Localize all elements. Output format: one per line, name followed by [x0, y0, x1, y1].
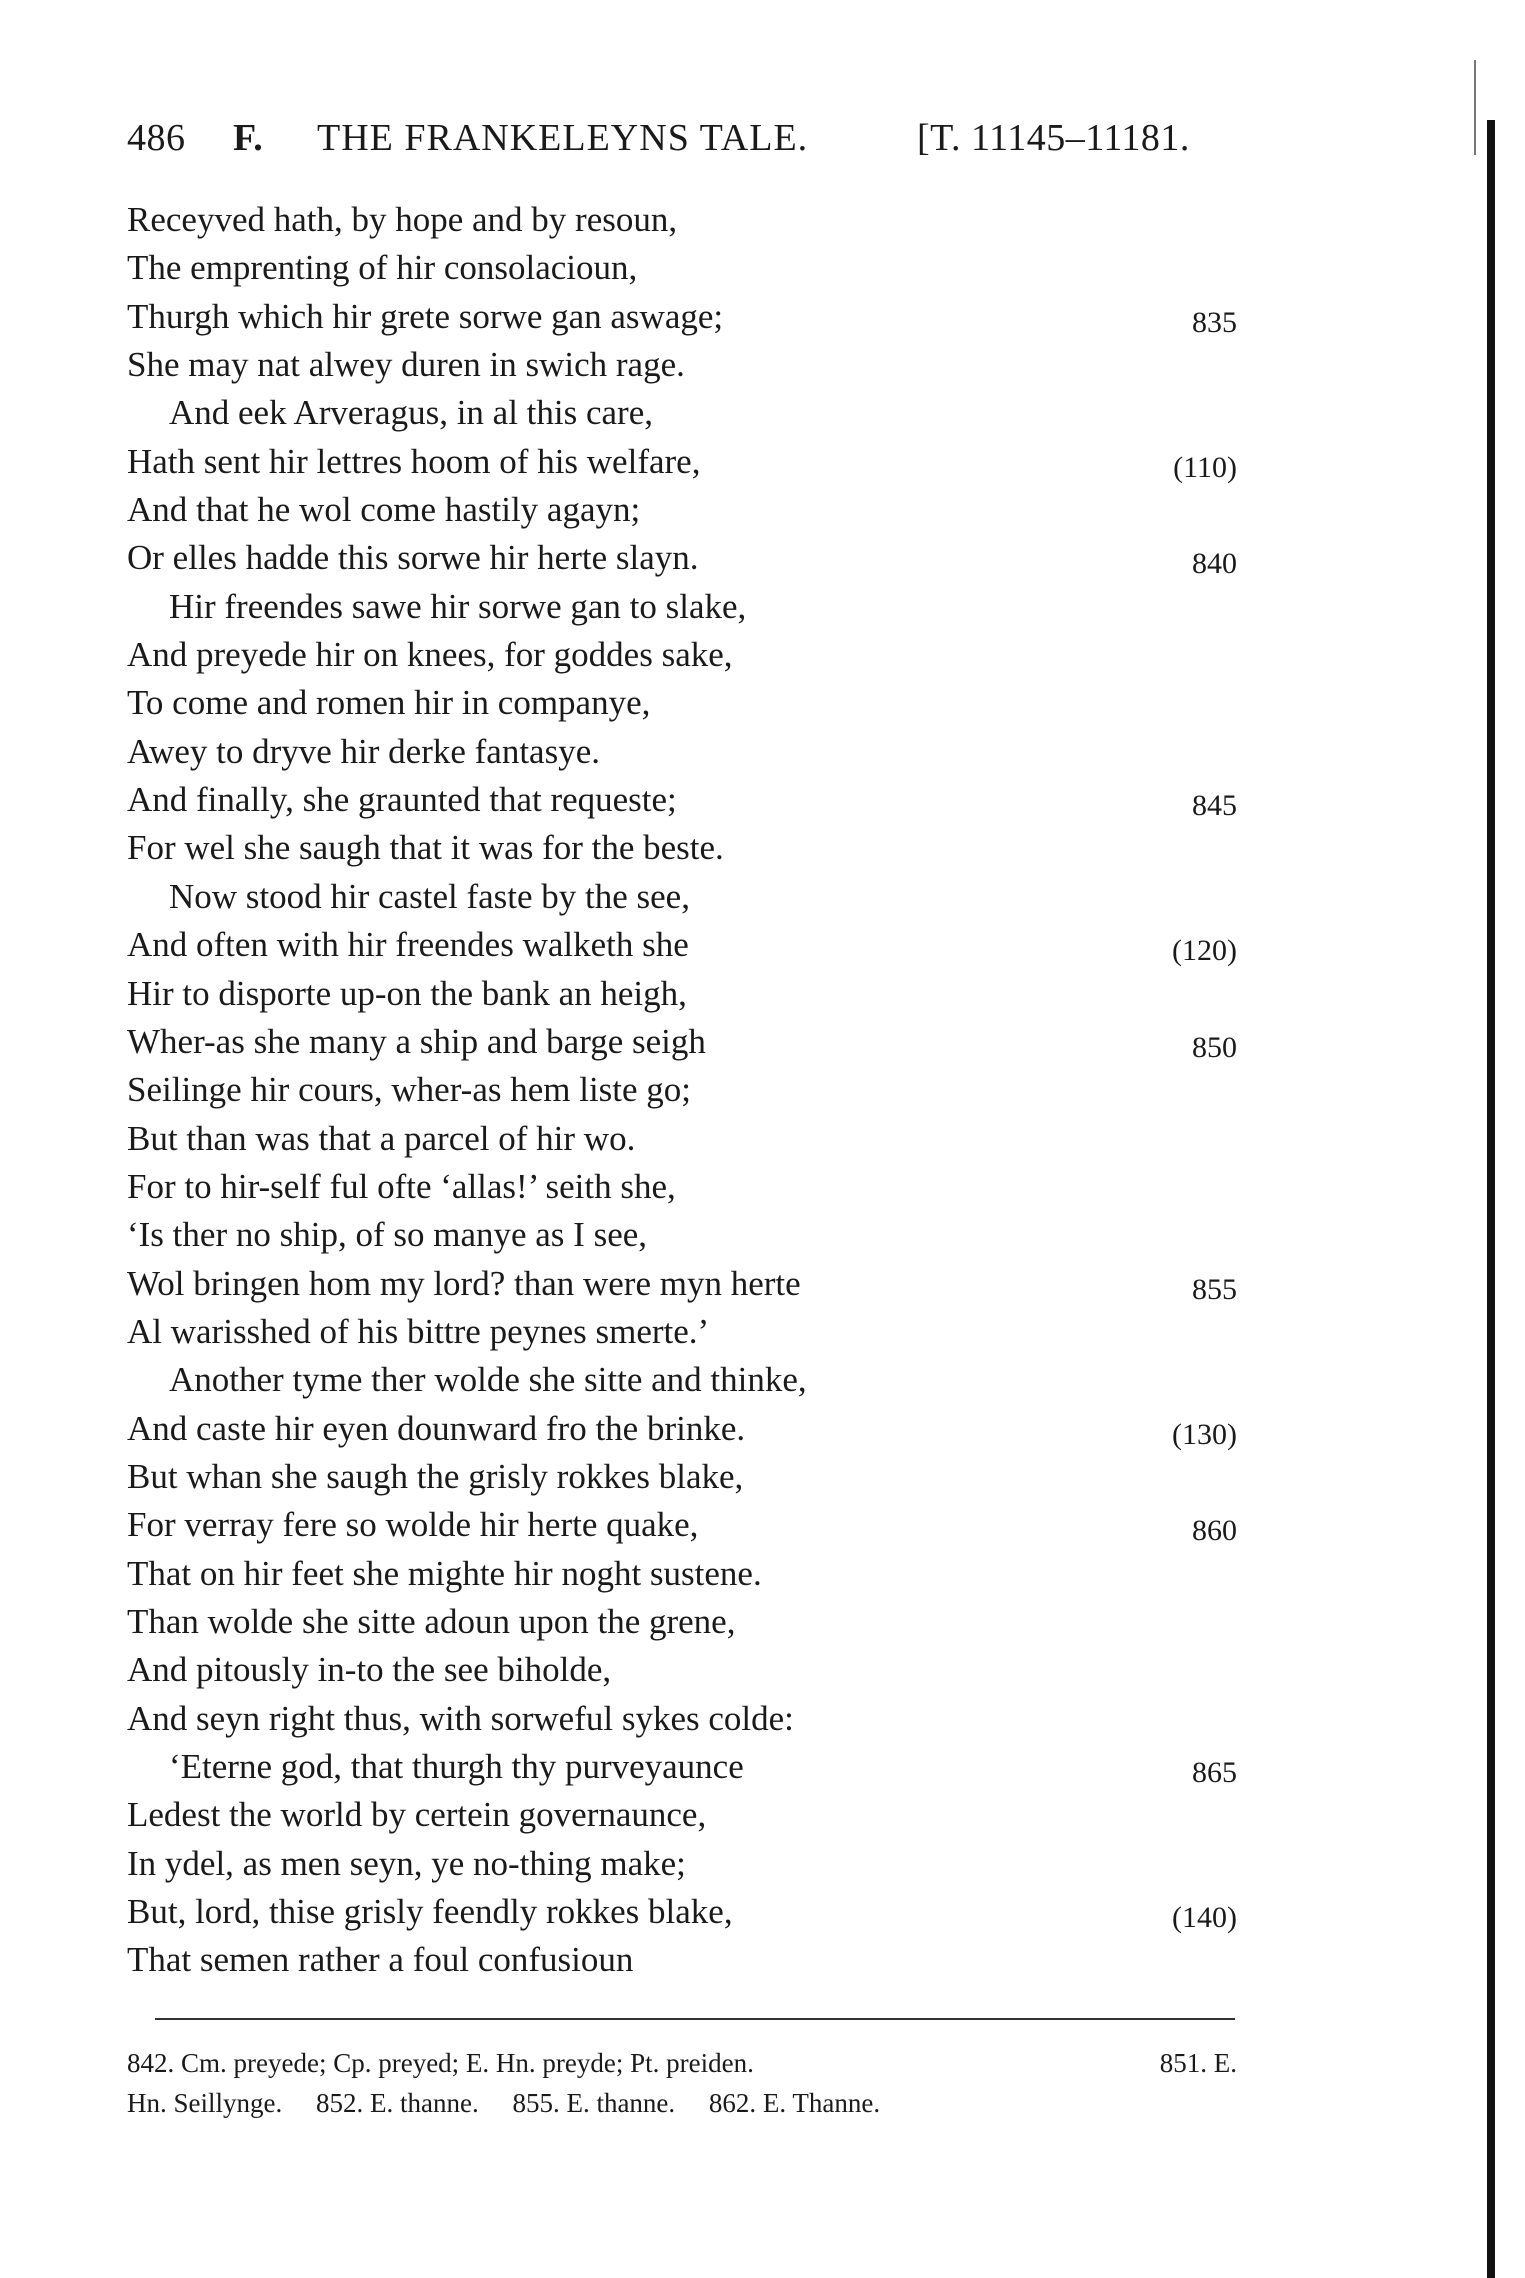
verse-text: Now stood hir castel faste by the see,: [169, 876, 690, 916]
line-number: 865: [1192, 1756, 1237, 1789]
verse-line: [127, 534, 1237, 582]
verse-text: The emprenting of hir consolacioun,: [127, 248, 638, 288]
verse-text: And often with hir freendes walketh she: [127, 925, 689, 965]
verse-text: That semen rather a foul confusioun: [127, 1940, 634, 1980]
verse-line: [127, 244, 1237, 292]
verse-text: Wol bringen hom my lord? than were myn herte: [127, 1263, 801, 1303]
line-number: (130): [1172, 1417, 1237, 1451]
verse-text: For wel she saugh that it was for the beste.: [127, 828, 724, 868]
verse-text: She may nat alwey duren in swich rage.: [127, 345, 685, 385]
verse-text: For verray fere so wolde hir herte quake,: [127, 1505, 699, 1545]
verse-line: [127, 1260, 1237, 1308]
verse-text: Receyved hath, by hope and by resoun,: [127, 200, 678, 239]
verse-line: [127, 1356, 1237, 1404]
verse-line: [127, 1405, 1237, 1453]
verse-text: That on hir feet she mighte hir noght sustene.: [127, 1553, 762, 1593]
verse-text: And preyede hir on knees, for goddes sake,: [127, 635, 733, 675]
verse-text: And seyn right thus, with sorweful sykes colde:: [127, 1698, 794, 1738]
verse-line: [127, 1888, 1237, 1936]
verse-text: Hath sent hir lettres hoom of his welfare,: [127, 441, 701, 481]
verse-line: [127, 1840, 1237, 1888]
line-number: 860: [1192, 1514, 1237, 1548]
line-number: 840: [1192, 547, 1237, 581]
verse-text: Seilinge hir cours, wher-as hem liste go;: [127, 1070, 692, 1110]
verse-line: [127, 873, 1237, 921]
footnote-text: Hn. Seillynge. 852. E. thanne. 855. E. thanne. 862. E. Thanne.: [127, 2088, 881, 2118]
verse-line: [127, 1163, 1237, 1211]
binding-edge: [1487, 120, 1495, 2278]
verse-line: [127, 1743, 1237, 1791]
verse-line: [127, 631, 1237, 679]
running-title: THE FRANKELEYNS TALE.: [317, 117, 809, 159]
verse-line: [127, 1791, 1237, 1839]
verse-line: [127, 776, 1237, 824]
verse-line: [127, 1598, 1237, 1646]
verse-text: Hir freendes sawe hir sorwe gan to slake,: [169, 586, 747, 626]
verse-line: [127, 196, 1237, 244]
verse-text: Ledest the world by certein governaunce,: [127, 1795, 707, 1835]
verse-line: [127, 970, 1237, 1018]
verse-line: [127, 1211, 1237, 1259]
verse-line: [127, 438, 1237, 486]
verse-text: Hir to disporte up-on the bank an heigh,: [127, 973, 687, 1013]
verse-text: Wher-as she many a ship and barge seigh: [127, 1021, 706, 1061]
line-number: 855: [1192, 1272, 1237, 1306]
verse-line: [127, 1453, 1237, 1501]
verse-line: [127, 583, 1237, 631]
footnote-text-right: 851. E.: [1159, 2048, 1237, 2078]
verse-text: Al warisshed of his bittre peynes smerte.’: [127, 1311, 710, 1351]
line-number: (110): [1173, 450, 1237, 484]
verse-line: [127, 293, 1237, 341]
verse-line: [127, 1695, 1237, 1743]
verse-text: And eek Arveragus, in al this care,: [169, 393, 654, 433]
verse-line: [127, 1018, 1237, 1066]
line-number: 845: [1192, 789, 1237, 823]
verse-text: But than was that a parcel of hir wo.: [127, 1118, 636, 1158]
verse-text: And finally, she graunted that requeste;: [127, 780, 677, 820]
verse-text: But whan she saugh the grisly rokkes blake,: [127, 1456, 744, 1496]
running-header: [127, 116, 1237, 166]
verse-line: [127, 1308, 1237, 1356]
verse-line: [127, 921, 1237, 969]
binding-edge-thin: [1474, 60, 1476, 155]
verse-text: And pitously in-to the see biholde,: [127, 1650, 612, 1690]
verse-text: Thurgh which hir grete sorwe gan aswage;: [127, 296, 724, 336]
verse-text: Or elles hadde this sorwe hir herte slayn.: [127, 538, 699, 578]
verse-line: [127, 1115, 1237, 1163]
verse-line: [127, 824, 1237, 872]
verse-text: But, lord, thise grisly feendly rokkes blake,: [127, 1892, 733, 1932]
signature-mark: F.: [233, 117, 264, 159]
verse-line: [127, 341, 1237, 389]
line-number: 850: [1192, 1030, 1237, 1064]
verse-text: Awey to dryve hir derke fantasye.: [127, 731, 600, 771]
verse-text: Another tyme ther wolde she sitte and thinke,: [169, 1360, 807, 1400]
footnote-line: [127, 2043, 1237, 2083]
footnote-text: 842. Cm. preyede; Cp. preyed; E. Hn. preyde; Pt. preiden.: [127, 2048, 754, 2078]
verse-text: And caste hir eyen dounward fro the brinke.: [127, 1408, 746, 1448]
verse-line: [127, 486, 1237, 534]
verse-line: [127, 679, 1237, 727]
verse-text: In ydel, as men seyn, ye no-thing make;: [127, 1843, 686, 1883]
verse-text: For to hir-self ful ofte ‘allas!’ seith she,: [127, 1166, 676, 1206]
line-range: [T. 11145–11181.: [917, 117, 1190, 159]
verse-line: [127, 1936, 1237, 1984]
footnote-rule: [155, 2018, 1235, 2020]
verse-text: And that he wol come hastily agayn;: [127, 490, 641, 530]
verse-text: ‘Is ther no ship, of so manye as I see,: [127, 1215, 648, 1255]
verse-line: [127, 1501, 1237, 1549]
line-number: (140): [1172, 1901, 1237, 1935]
page-number: 486: [127, 117, 186, 159]
verse-text: Than wolde she sitte adoun upon the grene,: [127, 1601, 736, 1641]
footnote-line: [127, 2083, 1237, 2123]
footnotes: [127, 2043, 1237, 2123]
verse-line: [127, 728, 1237, 776]
verse-text: ‘Eterne god, that thurgh thy purveyaunce: [169, 1747, 744, 1786]
verse-line: [127, 1550, 1237, 1598]
line-number: 835: [1192, 305, 1237, 339]
verse-line: [127, 389, 1237, 437]
verse-text: To come and romen hir in companye,: [127, 683, 651, 723]
verse-line: [127, 1066, 1237, 1114]
verse-line: [127, 1646, 1237, 1694]
line-number: (120): [1172, 934, 1237, 968]
verse-block: [127, 196, 1237, 1985]
